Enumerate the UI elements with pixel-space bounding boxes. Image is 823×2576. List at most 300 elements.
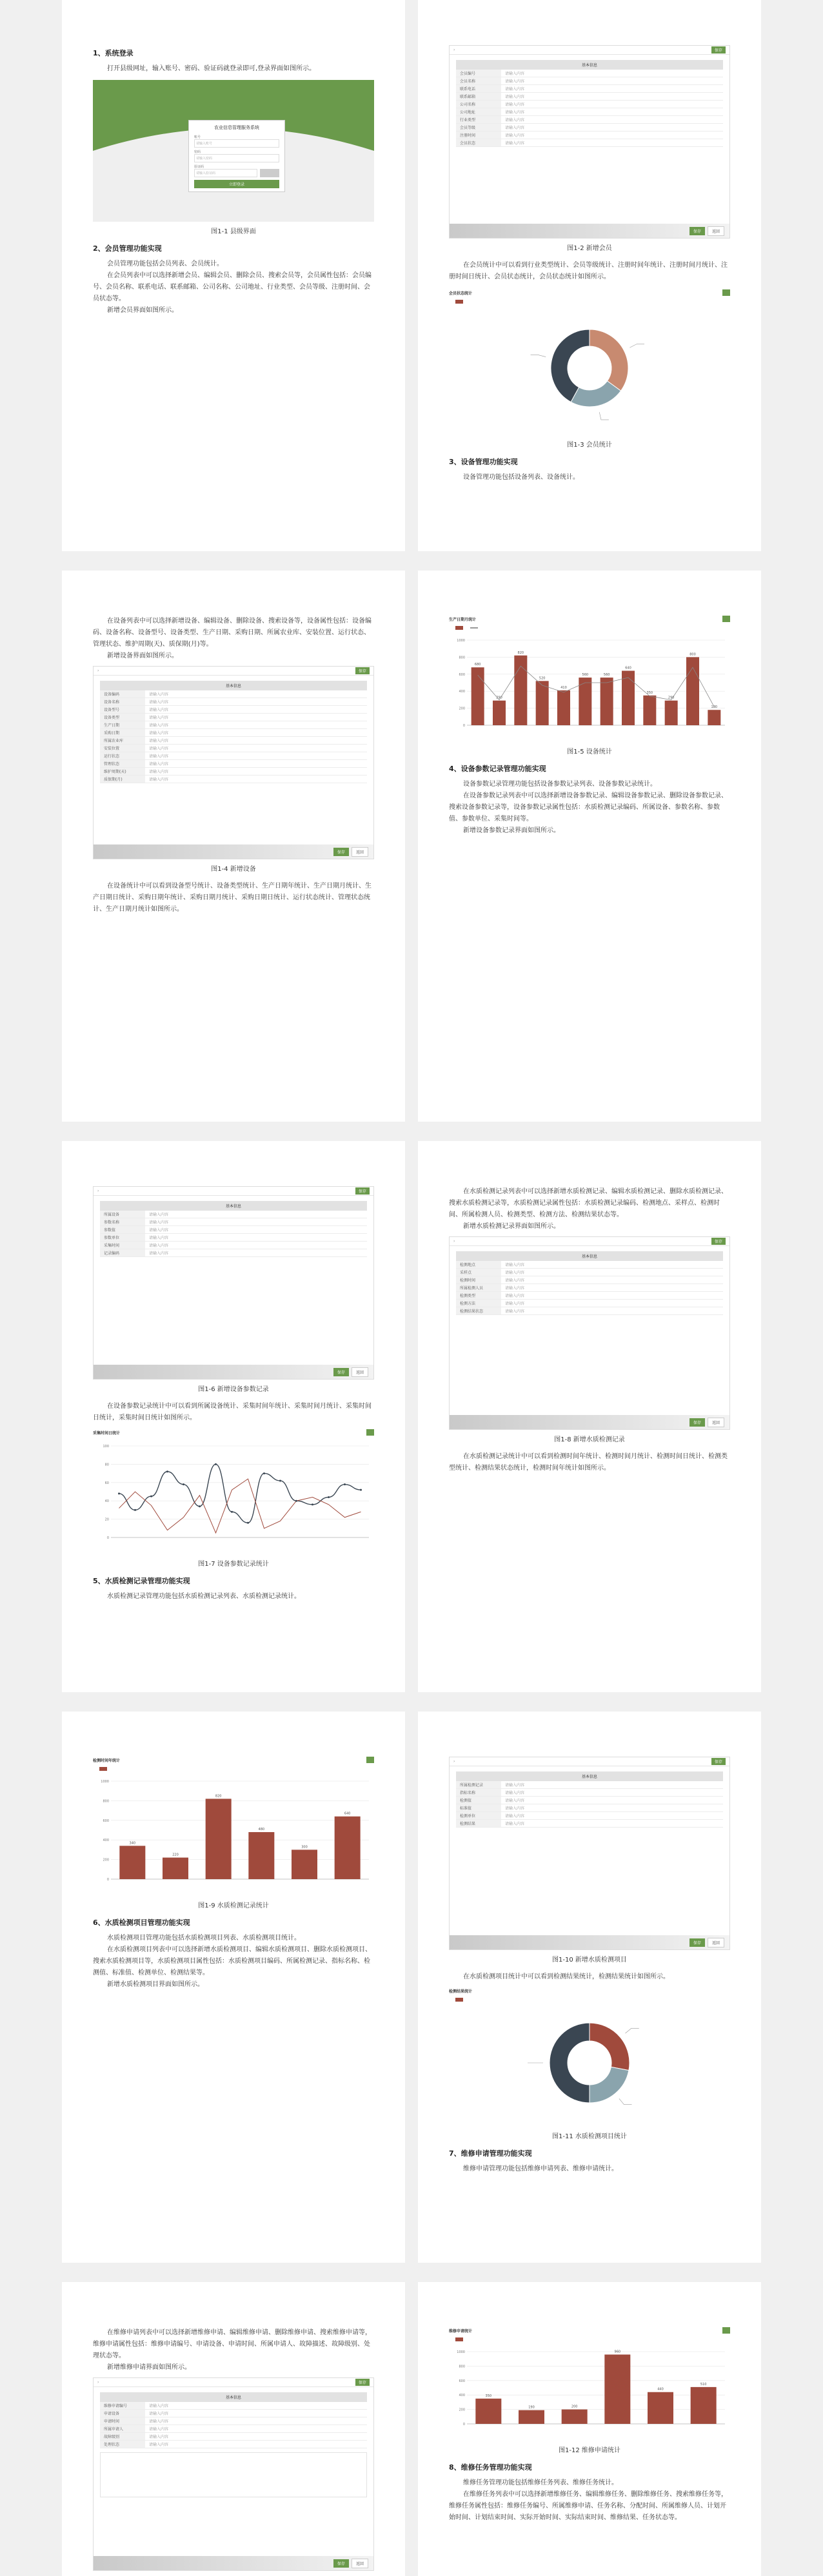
account-input[interactable]: 请输入账号	[194, 139, 279, 148]
breadcrumb: ›	[453, 1759, 455, 1764]
form-input[interactable]: 请输入内容	[149, 1244, 169, 1248]
chart-title: 生产日期月统计	[449, 617, 477, 622]
bar	[691, 2387, 717, 2424]
y-tick-label: 0	[462, 724, 465, 728]
form-label: 指标名称	[456, 1789, 501, 1796]
y-tick-label: 1000	[457, 2350, 465, 2354]
paragraph: 在会员统计中可以看到行业类型统计、会员等级统计、注册时间年统计、注册时间月统计、注册时间日统计、会员状态统计，会员状态统计如图所示。	[449, 262, 728, 280]
data-point	[312, 1503, 313, 1505]
data-point	[150, 1496, 152, 1498]
doc-page-2	[418, 0, 761, 551]
form-input[interactable]: 请输入内容	[505, 133, 525, 138]
form-label: 维护周期(天)	[100, 768, 145, 775]
y-tick-label: 1000	[457, 639, 465, 643]
paragraph: 在维修申请列表中可以选择新增维修申请、编辑维修申请、删除维修申请、搜索维修申请等，维修申请属性包括：维修申请编号、申请设备、申请时间、所属申请人、故障描述、故障级别、处理状态等。	[93, 2329, 372, 2359]
bar	[471, 667, 484, 725]
param-form	[100, 1211, 367, 1257]
device-month-chart	[449, 630, 730, 739]
y-tick-label: 400	[459, 690, 465, 694]
figure-caption: 图1-9 水质检测记录统计	[198, 1902, 269, 1909]
bar	[643, 696, 656, 725]
data-label: 820	[215, 1794, 222, 1799]
paragraph: 在设备参数记录统计中可以看到所属设备统计、采集时间年统计、采集时间月统计、采集时间日统计，采集时间日统计如图所示。	[93, 1403, 372, 1421]
form-input[interactable]: 请输入内容	[149, 2443, 169, 2447]
login-screenshot	[93, 80, 374, 222]
form-input[interactable]: 请输入内容	[149, 723, 169, 728]
form-input[interactable]: 请输入内容	[149, 2404, 169, 2408]
section-heading: 6、水质检测项目管理功能实现	[93, 1918, 190, 1927]
form-row	[456, 1261, 723, 1269]
data-point	[183, 1483, 184, 1485]
form-label: 检测单位	[456, 1812, 501, 1819]
form-row	[456, 85, 723, 93]
form-input[interactable]: 请输入内容	[505, 1263, 525, 1267]
form-row	[456, 1812, 723, 1820]
paragraph: 维修申请管理功能包括维修申请列表、维修申请统计。	[463, 2165, 618, 2172]
form-row	[456, 93, 723, 101]
form-row	[456, 1292, 723, 1300]
form-input[interactable]: 请输入内容	[149, 2419, 169, 2424]
breadcrumb: ›	[97, 1189, 99, 1193]
form-input[interactable]: 请输入内容	[149, 2427, 169, 2432]
form-label: 行业类型	[456, 116, 501, 123]
bar	[600, 678, 613, 725]
captcha-label: 验证码	[194, 165, 204, 169]
submit-button[interactable]: 保存	[689, 1418, 705, 1427]
repair-form	[100, 2402, 367, 2448]
figure-caption: 图1-7 设备参数记录统计	[198, 1561, 269, 1568]
data-point	[295, 1500, 297, 1502]
paragraph: 设备管理功能包括设备列表、设备统计。	[463, 474, 579, 481]
doc-page-6	[418, 1141, 761, 1692]
section-heading: 7、维修申请管理功能实现	[449, 2149, 532, 2158]
form-label: 公司名称	[456, 101, 501, 108]
form-row	[456, 1284, 723, 1292]
form-row	[456, 1789, 723, 1797]
submit-button[interactable]: 保存	[333, 2559, 349, 2568]
save-button[interactable]: 保存	[355, 2379, 370, 2386]
legend-swatch-line	[470, 627, 478, 629]
form-input[interactable]: 请输入内容	[149, 2435, 169, 2439]
form-input[interactable]: 请输入内容	[149, 754, 169, 759]
chart-title: 会员状态统计	[449, 291, 473, 296]
cancel-button[interactable]: 返回	[708, 226, 724, 236]
data-point	[247, 1522, 249, 1524]
form-label: 设备类型	[100, 714, 145, 721]
param-day-chart	[93, 1436, 374, 1552]
data-label: 820	[517, 650, 524, 655]
add-param-screenshot	[93, 1186, 374, 1380]
form-row	[100, 752, 367, 760]
data-label: 300	[301, 1845, 308, 1849]
form-input[interactable]: 请输入内容	[505, 1286, 525, 1291]
form-row	[100, 2425, 367, 2433]
search-icon[interactable]	[722, 289, 730, 296]
form-row	[456, 1781, 723, 1789]
form-row	[100, 737, 367, 745]
pie-label-line	[531, 355, 546, 357]
form-row	[100, 1226, 367, 1234]
form-row	[456, 139, 723, 147]
form-section-title: 基本信息	[100, 2392, 367, 2402]
section-heading: 8、维修任务管理功能实现	[449, 2463, 532, 2472]
data-label: 200	[571, 2405, 578, 2409]
form-input[interactable]: 请输入内容	[505, 87, 525, 92]
form-input[interactable]: 请输入内容	[505, 1791, 525, 1795]
paragraph: 设备参数记录管理功能包括设备参数记录列表、设备参数记录统计。	[463, 781, 657, 788]
form-row	[456, 1300, 723, 1307]
bar	[648, 2392, 673, 2424]
pie-label-line	[630, 344, 644, 347]
login-title: 农业信息管理服务系统	[214, 125, 259, 130]
form-input[interactable]: 请输入内容	[505, 95, 525, 99]
chart-title: 采集时间日统计	[93, 1430, 121, 1436]
figure-caption: 图1-11 水质检测项目统计	[552, 2133, 627, 2140]
data-label: 510	[700, 2382, 707, 2386]
add-repair-screenshot	[93, 2377, 374, 2571]
form-input[interactable]: 请输入内容	[505, 110, 525, 115]
form-input[interactable]: 请输入内容	[149, 1228, 169, 1233]
form-label: 处理状态	[100, 2441, 145, 2448]
form-input[interactable]: 请输入内容	[505, 1799, 525, 1803]
form-row	[100, 2417, 367, 2425]
form-input[interactable]: 请输入内容	[505, 1806, 525, 1811]
series-line-2	[119, 1479, 361, 1533]
paragraph: 水质检测记录管理功能包括水质检测记录列表、水质检测记录统计。	[107, 1593, 301, 1600]
y-tick-label: 0	[106, 1536, 109, 1540]
paragraph: 新增维修申请界面如图所示。	[107, 2364, 191, 2371]
save-button[interactable]: 保存	[711, 46, 726, 54]
captcha-image[interactable]	[260, 169, 279, 177]
bar	[604, 2354, 630, 2424]
data-point	[344, 1483, 346, 1485]
form-input[interactable]: 请输入内容	[505, 118, 525, 122]
form-input[interactable]: 请输入内容	[505, 1783, 525, 1788]
paragraph: 在水质检测记录统计中可以看到检测时间年统计、检测时间月统计、检测时间日统计、检测类型统计、检测结果状态统计，检测时间年统计如图所示。	[449, 1453, 728, 1472]
doc-page-7	[62, 1712, 405, 2263]
bar	[622, 671, 635, 725]
y-tick-label: 600	[459, 672, 465, 677]
pie-slice	[590, 329, 628, 391]
figure-caption: 图1-1 县级界面	[211, 228, 256, 235]
repair-chart	[449, 2341, 730, 2438]
pie-label-line	[625, 2028, 639, 2033]
paragraph: 在设备参数记录列表中可以选择新增设备参数记录、编辑设备参数记录、删除设备参数记录、搜索设备参数记录等，设备参数记录属性包括：水质检测记录编码、所属设备、参数名称、参数值、参数单位、采集时间等。	[449, 792, 728, 823]
form-row	[100, 690, 367, 698]
password-input[interactable]: 请输入密码	[194, 154, 279, 162]
chart-title: 维修申请统计	[449, 2328, 473, 2334]
form-label: 检测值	[456, 1797, 501, 1804]
form-input[interactable]: 请输入内容	[505, 1302, 525, 1306]
form-label: 采集时间	[100, 1242, 145, 1249]
form-input[interactable]: 请输入内容	[505, 1822, 525, 1826]
figure-caption: 图1-3 会员统计	[567, 442, 612, 449]
bar	[493, 701, 506, 725]
cancel-button[interactable]: 返回	[352, 847, 368, 857]
chart-title: 检测时间年统计	[93, 1758, 121, 1763]
captcha-input[interactable]: 请输入验证码	[194, 169, 257, 177]
form-row	[456, 1269, 723, 1276]
paragraph: 打开县级网址，输入账号、密码、验证码就登录即可,登录界面如图所示。	[107, 65, 316, 72]
form-row	[100, 1242, 367, 1249]
bar	[557, 690, 570, 725]
form-label: 参数名称	[100, 1218, 145, 1225]
bar	[292, 1849, 317, 1879]
paragraph: 在设备列表中可以选择新增设备、编辑设备、删除设备、搜索设备等，设备属性包括：设备编码、设备名称、设备型号、设备类型、生产日期、采购日期、所属农业库、安装位置、运行状态、管理状态、维护周期(天)、质保期(月)等。	[93, 618, 372, 648]
form-input[interactable]: 请输入内容	[149, 1220, 169, 1225]
figure-caption: 图1-12 维修申请统计	[559, 2447, 620, 2454]
rich-text-editor[interactable]	[100, 2452, 367, 2497]
login-card	[188, 120, 285, 192]
form-label: 会员状态	[456, 139, 501, 146]
form-row	[456, 124, 723, 132]
form-row	[100, 2433, 367, 2441]
figure-caption: 图1-2 新增会员	[567, 245, 612, 252]
data-point	[263, 1472, 265, 1474]
form-label: 申请时间	[100, 2417, 145, 2425]
y-tick-label: 200	[459, 707, 465, 711]
data-point	[360, 1489, 362, 1491]
data-point	[231, 1511, 233, 1513]
section-heading: 4、设备参数记录管理功能实现	[449, 765, 546, 773]
bar	[119, 1846, 145, 1879]
data-label: 520	[539, 676, 546, 681]
cancel-button[interactable]: 返回	[352, 1367, 368, 1377]
trend-line	[478, 666, 715, 707]
data-point	[134, 1509, 136, 1511]
form-row	[100, 2410, 367, 2417]
save-button[interactable]: 保存	[355, 1187, 370, 1195]
form-row	[100, 745, 367, 752]
form-label: 所属申请人	[100, 2425, 145, 2432]
cancel-button[interactable]: 返回	[708, 1418, 724, 1427]
form-label: 会员编号	[456, 70, 501, 77]
paragraph: 新增设备参数记录界面如图所示。	[463, 827, 560, 834]
login-button[interactable]: 立即登录	[194, 180, 279, 188]
breadcrumb: ›	[97, 668, 99, 673]
data-label: 180	[711, 705, 718, 710]
pie-slice	[550, 2023, 590, 2103]
submit-button[interactable]: 保存	[689, 227, 705, 235]
form-input[interactable]: 请输入内容	[149, 770, 169, 774]
form-label: 参数单位	[100, 1234, 145, 1241]
form-row	[100, 2402, 367, 2410]
form-row	[100, 1234, 367, 1242]
data-point	[166, 1470, 168, 1472]
form-input[interactable]: 请输入内容	[149, 716, 169, 720]
form-label: 所属检测记录	[456, 1781, 501, 1788]
form-row	[456, 1276, 723, 1284]
paragraph: 在水质检测项目统计中可以看到检测结果统计，检测结果统计如图所示。	[463, 1973, 669, 1980]
paragraph: 维修任务管理功能包括维修任务列表、维修任务统计。	[463, 2479, 618, 2486]
section-heading: 5、水质检测记录管理功能实现	[93, 1577, 190, 1585]
form-label: 检测方法	[456, 1300, 501, 1307]
data-label: 190	[528, 2405, 535, 2410]
form-input[interactable]: 请输入内容	[149, 1251, 169, 1256]
doc-page-8	[418, 1712, 761, 2263]
form-input[interactable]: 请输入内容	[149, 708, 169, 712]
data-label: 220	[172, 1853, 179, 1857]
form-input[interactable]: 请输入内容	[505, 1309, 525, 1314]
password-label: 密码	[194, 150, 201, 154]
y-tick-label: 60	[104, 1481, 109, 1485]
figure-caption: 图1-5 设备统计	[567, 748, 612, 756]
form-section-title: 基本信息	[456, 60, 723, 70]
paragraph: 新增会员界面如图所示。	[107, 307, 178, 314]
form-input[interactable]: 请输入内容	[149, 1213, 169, 1217]
data-label: 680	[474, 663, 481, 667]
bar	[475, 2399, 501, 2424]
form-row	[456, 132, 723, 139]
form-row	[456, 70, 723, 77]
form-input[interactable]: 请输入内容	[149, 1236, 169, 1240]
y-tick-label: 600	[103, 1819, 109, 1823]
form-input[interactable]: 请输入内容	[505, 1271, 525, 1275]
form-section-title: 基本信息	[456, 1251, 723, 1261]
member-status-chart	[449, 304, 730, 433]
submit-button[interactable]: 保存	[333, 1368, 349, 1376]
form-input[interactable]: 请输入内容	[149, 762, 169, 766]
form-row	[100, 714, 367, 721]
form-row	[456, 1820, 723, 1828]
search-icon[interactable]	[366, 1757, 374, 1763]
add-water-screenshot	[449, 1236, 730, 1430]
y-tick-label: 0	[462, 2423, 465, 2426]
form-label: 检测地点	[456, 1261, 501, 1268]
form-input[interactable]: 请输入内容	[149, 731, 169, 736]
doc-page-9	[62, 2282, 405, 2576]
form-row	[456, 1797, 723, 1804]
cancel-button[interactable]: 返回	[708, 1938, 724, 1947]
data-point	[215, 1463, 217, 1465]
form-row	[100, 698, 367, 706]
form-label: 所属设备	[100, 1211, 145, 1218]
form-label: 故障级别	[100, 2433, 145, 2440]
y-tick-label: 200	[103, 1858, 109, 1862]
paragraph: 会员管理功能包括会员列表、会员统计。	[107, 260, 223, 268]
data-label: 560	[603, 673, 610, 678]
form-row	[100, 2441, 367, 2448]
account-label: 账号	[194, 135, 201, 139]
form-input[interactable]: 请输入内容	[149, 739, 169, 743]
y-tick-label: 80	[104, 1463, 109, 1467]
save-button[interactable]: 保存	[711, 1758, 726, 1765]
form-input[interactable]: 请输入内容	[505, 126, 525, 130]
water-form	[456, 1261, 723, 1315]
doc-page-5	[62, 1141, 405, 1692]
form-input[interactable]: 请输入内容	[505, 1278, 525, 1283]
doc-page-3	[62, 571, 405, 1122]
form-label: 设备名称	[100, 698, 145, 705]
search-icon[interactable]	[366, 1429, 374, 1436]
bar	[708, 710, 720, 725]
paragraph: 在水质检测项目列表中可以选择新增水质检测项目、编辑水质检测项目、删除水质检测项目、搜索水质检测项目等，水质检测项目属性包括：水质检测项目编码、所属检测记录、指标名称、检测值、标准值、检测单位、检测结果等。	[93, 1946, 372, 1976]
form-row	[100, 768, 367, 776]
form-label: 所属检测人员	[456, 1284, 501, 1291]
form-label: 联系邮箱	[456, 93, 501, 100]
bar	[519, 2410, 544, 2424]
form-row	[100, 721, 367, 729]
form-input[interactable]: 请输入内容	[149, 2412, 169, 2416]
form-label: 检测时间	[456, 1276, 501, 1283]
form-label: 会员名称	[456, 77, 501, 84]
form-row	[456, 1307, 723, 1315]
form-label: 注册时间	[456, 132, 501, 139]
cancel-button[interactable]: 返回	[352, 2559, 368, 2568]
data-point	[328, 1496, 330, 1498]
chart-title: 检测结果统计	[449, 1989, 473, 1994]
y-tick-label: 600	[459, 2379, 465, 2383]
form-input[interactable]: 请输入内容	[505, 79, 525, 84]
save-button[interactable]: 保存	[355, 667, 370, 674]
save-button[interactable]: 保存	[711, 1238, 726, 1245]
section-heading: 3、设备管理功能实现	[449, 458, 518, 466]
member-form	[456, 70, 723, 147]
submit-button[interactable]: 保存	[689, 1938, 705, 1947]
data-point	[118, 1492, 120, 1494]
form-label: 运行状态	[100, 752, 145, 759]
form-label: 采购日期	[100, 729, 145, 736]
search-icon[interactable]	[722, 616, 730, 622]
form-label: 记录编码	[100, 1249, 145, 1256]
device-form	[100, 690, 367, 783]
paragraph: 水质检测项目管理功能包括水质检测项目列表、水质检测项目统计。	[107, 1935, 301, 1942]
water-year-chart	[93, 1771, 374, 1893]
data-label: 340	[129, 1841, 136, 1846]
form-label: 检测类型	[456, 1292, 501, 1299]
form-input[interactable]: 请输入内容	[149, 777, 169, 782]
bar	[562, 2410, 588, 2424]
form-section-title: 基本信息	[100, 1201, 367, 1211]
submit-button[interactable]: 保存	[333, 848, 349, 856]
form-label: 申请设备	[100, 2410, 145, 2417]
add-member-screenshot	[449, 45, 730, 239]
breadcrumb: ›	[453, 48, 455, 52]
data-label: 640	[344, 1811, 351, 1816]
y-tick-label: 800	[459, 656, 465, 660]
pie-label-line	[599, 412, 609, 420]
bar	[163, 1858, 188, 1879]
bar	[335, 1817, 361, 1879]
form-input[interactable]: 请输入内容	[149, 692, 169, 697]
form-input[interactable]: 请输入内容	[505, 102, 525, 107]
doc-page-10	[418, 2282, 761, 2576]
pie-slice	[590, 2023, 630, 2071]
form-label: 参数值	[100, 1226, 145, 1233]
form-input[interactable]: 请输入内容	[505, 141, 525, 146]
bar	[536, 681, 549, 725]
section-heading: 1、系统登录	[93, 49, 134, 57]
form-label: 设备编码	[100, 690, 145, 698]
form-label: 安装位置	[100, 745, 145, 752]
form-input[interactable]: 请输入内容	[505, 1814, 525, 1819]
form-label: 生产日期	[100, 721, 145, 728]
form-input[interactable]: 请输入内容	[149, 746, 169, 751]
bar	[206, 1799, 232, 1879]
breadcrumb: ›	[453, 1239, 455, 1244]
y-tick-label: 800	[103, 1799, 109, 1804]
form-input[interactable]: 请输入内容	[505, 72, 525, 76]
search-icon[interactable]	[722, 2327, 730, 2334]
paragraph: 新增设备界面如图所示。	[107, 652, 178, 659]
form-row	[100, 760, 367, 768]
form-label: 检测结果	[456, 1820, 501, 1827]
form-row	[100, 776, 367, 783]
form-section-title: 基本信息	[456, 1771, 723, 1781]
y-tick-label: 40	[104, 1499, 109, 1504]
form-input[interactable]: 请输入内容	[149, 700, 169, 705]
form-input[interactable]: 请输入内容	[505, 1294, 525, 1298]
